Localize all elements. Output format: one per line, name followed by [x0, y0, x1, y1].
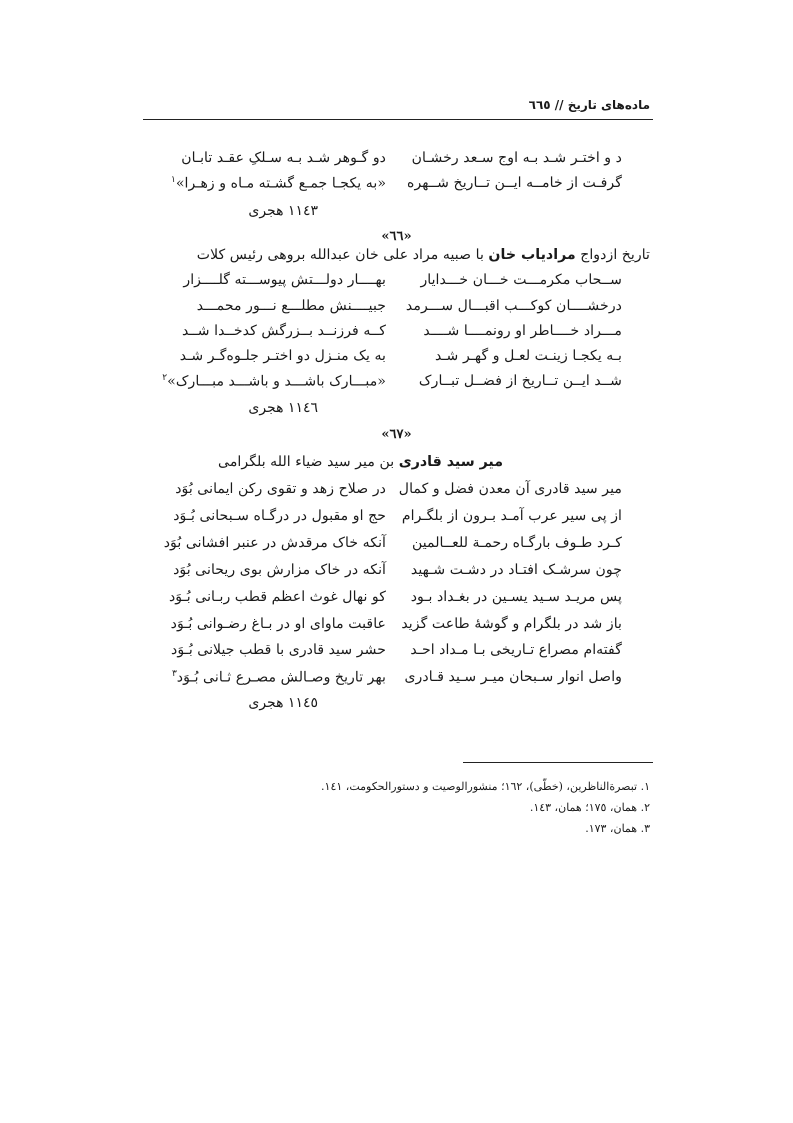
s66-couplet-5-left	[162, 373, 386, 390]
s67-couplet-4-left: آنکه در خاک مزارش بوی ریحانی بُوَد	[173, 562, 386, 578]
s66-couplet-5-left-text: «مبـــارک باشـــد و باشـــد مبـــارک»	[167, 373, 386, 390]
footnote-2: ٢. همان، ١٧٥؛ همان، ١٤٣.	[529, 801, 650, 814]
s67-couplet-3-right: کـرد طـوف بارگـاه رحمـة للعــالمین	[411, 535, 622, 551]
footnote-rule	[463, 762, 653, 763]
s67-couplet-8-left-text: بهر تاریخ وصـالش مصـرع ثـانی بُـوَد	[176, 669, 386, 686]
footnote-ref-1: ١	[171, 175, 176, 185]
couplet-1-right: د و اختـر شـد بـه اوج سـعد رخشـان	[411, 150, 622, 166]
s67-couplet-7-right: گفته‌ام مصراع تـاریخی بـا مـداد احـد	[410, 642, 622, 658]
section-number-66: «٦٦»	[381, 229, 412, 244]
s66-couplet-3-right: مـــراد خــــاطر او رونمــــا شــــد	[423, 323, 622, 339]
s67-couplet-8-right: واصل انوار سـبحان میـر سـید قـادری	[404, 669, 622, 685]
s66-couplet-3-left: کــه فرزنــد بــزرگش کدخــدا شــد	[182, 323, 386, 339]
couplet-2-left	[171, 175, 386, 192]
s67-couplet-1-left: در صلاح زهد و تقوی رکن ایمانی بُوَد	[175, 481, 386, 497]
footnote-1: ١. تبصرةالناظرین، (خطّی)، ١٦٢؛ منشورالوصیت و دستورالحکومت، ١٤١.	[321, 780, 650, 793]
intro-67-after: بن میر سید ضیاء الله بلگرامی	[218, 454, 399, 470]
intro-66-after: با صبیه مراد علی خان عبدالله بروهی رئیس کلات	[196, 247, 489, 263]
section-66-intro	[197, 247, 650, 263]
date-1146: ١١٤٦ هجری	[248, 400, 318, 416]
date-1143: ١١٤٣ هجری	[248, 203, 318, 219]
s66-couplet-4-left: به یک منـزل دو اختـر جلـوه‌گـر شـد	[179, 348, 386, 364]
s67-couplet-6-right: باز شد در بلگرام و گوشهٔ طاعت گزید	[401, 616, 622, 632]
couplet-2-right: گرفـت از خامــه ایــن تــاریخ شــهره	[407, 175, 622, 191]
section-67-intro	[218, 454, 503, 470]
header-rule	[143, 119, 653, 120]
s67-couplet-2-left: حج او مقبول در درگـاه سـبحانی بُـوَد	[173, 508, 386, 524]
s66-couplet-2-left: جبیــــنش مطلـــع نـــور محمـــد	[196, 298, 386, 314]
running-header: ماده‌های تاریخ // ٦٦٥	[528, 98, 650, 112]
s67-couplet-1-right: میر سید قادری آن معدن فضل و کمال	[398, 481, 622, 497]
s67-couplet-7-left: حشر سید قادری با قطب جیلانی بُـوَد	[171, 642, 386, 658]
s67-couplet-5-left: کو نهال غوث اعظم قطب ربـانی بُـوَد	[168, 589, 386, 605]
intro-67-name: میر سید قادری	[398, 454, 503, 470]
s67-couplet-5-right: پس مریـد سـید یسـین در بغـداد بـود	[410, 589, 622, 605]
s67-couplet-3-left: آنکه خاک مرقدش در عنبر افشانی بُوَد	[163, 535, 386, 551]
s67-couplet-4-right: چون سرشـک افتـاد در دشـت شـهید	[410, 562, 622, 578]
s66-couplet-1-right: ســحاب مکرمـــت خـــان خـــدایار	[420, 272, 622, 288]
s66-couplet-2-right: درخشــــان کوکـــب اقبـــال ســـرمد	[405, 298, 622, 314]
s66-couplet-1-left: بهــــار دولـــتش پیوســـته گلــــزار	[183, 272, 386, 288]
intro-66-name: مرادیاب خان	[488, 247, 576, 263]
section-number-67: «٦٧»	[381, 427, 412, 442]
intro-66-before: تاریخ ازدواج	[575, 247, 650, 263]
date-1145: ١١٤٥ هجری	[248, 695, 318, 711]
s66-couplet-4-right: بـه یکجـا زینـت لعـل و گهـر شـد	[434, 348, 622, 364]
footnote-3: ٣. همان، ١٧٣.	[585, 822, 650, 835]
s67-couplet-6-left: عاقبت ماوای او در بـاغ رضـوانی بُـوَد	[170, 616, 386, 632]
couplet-2-left-text: «به یکجـا جمـع گشـته مـاه و زهـرا»	[175, 175, 386, 192]
s66-couplet-5-right: شــد ایــن تــاریخ از فضــل تبــارک	[418, 373, 622, 389]
footnote-ref-2: ٢	[162, 373, 168, 383]
s67-couplet-8-left	[172, 669, 386, 686]
s67-couplet-2-right: از پی سیر عرب آمـد بـرون از بلگـرام	[401, 508, 622, 524]
couplet-1-left: دو گـوهر شـد بـه سـلکِ عقـد تابـان	[181, 150, 386, 166]
footnote-ref-3: ٣	[171, 669, 177, 679]
